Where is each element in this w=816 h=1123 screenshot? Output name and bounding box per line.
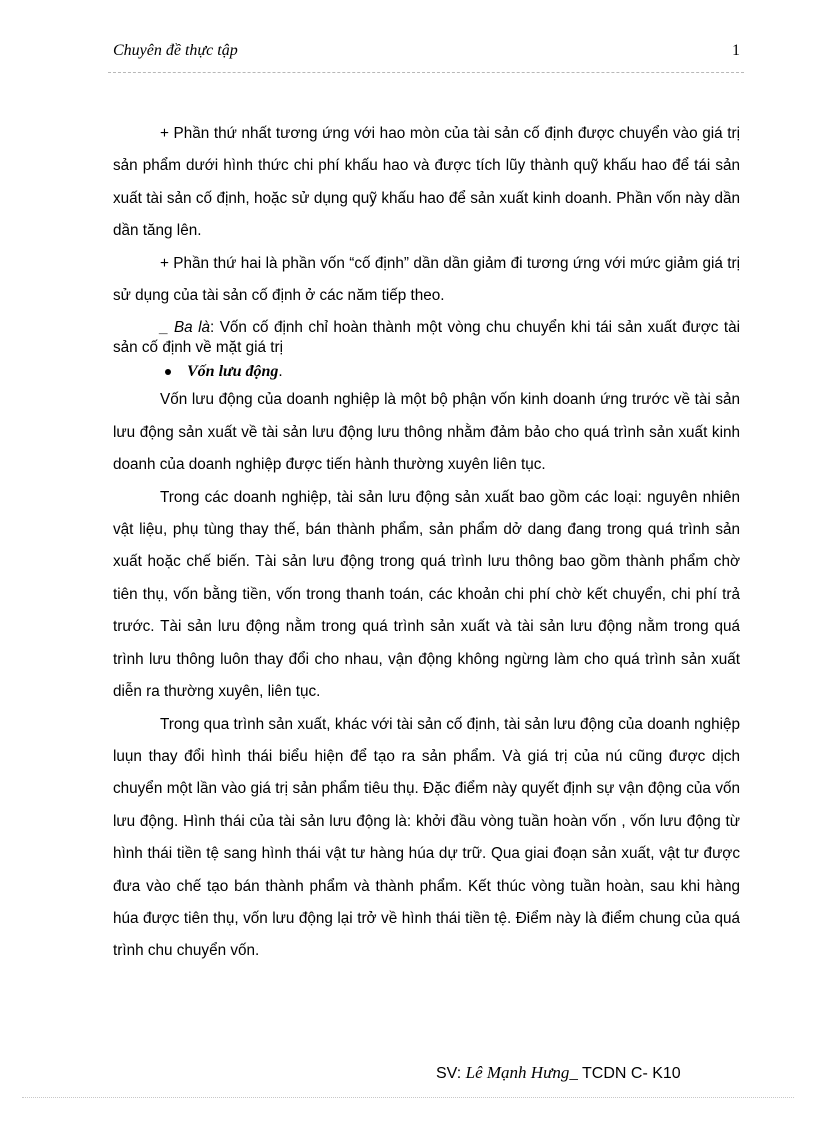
page-number: 1	[732, 42, 740, 59]
bullet-icon	[165, 369, 171, 375]
document-title: Chuyên đề thực tập	[113, 42, 238, 59]
footer-divider	[22, 1097, 794, 1098]
paragraph-part-one: + Phần thứ nhất tương ứng với hao mòn của tài sản cố định được chuyển vào giá trị sản phẩm dưới hình thức chi phí khấu hao và được tích lũy thành quỹ khấu hao để tái sản xuất tài sản cố định, hoặc sử dụng quỹ khấu hao để sản xuất kinh doanh. Phần vốn này dần dần tăng lên.	[113, 125, 740, 240]
paragraph-part-two: + Phần thứ hai là phần vốn “cố định” dần dần giảm đi tương ứng với mức giảm giá trị sử dụng của tài sản cố định ở các năm tiếp theo.	[113, 254, 740, 305]
page-footer	[436, 1063, 681, 1083]
footer-prefix: SV:	[436, 1065, 466, 1082]
paragraph-cycle: Trong qua trình sản xuất, khác với tài sản cố định, tài sản lưu động của doanh nghiệp luụn thay đổi hình thái biểu hiện để tạo ra sản phẩm. Và giá trị của nú cũng được dịch chuyển một lần vào giá trị sản phẩm tiêu thụ. Đặc điểm này quyết định sự vận động của vốn lưu động. Hình thái của tài sản lưu động là: khởi đầu vòng tuần hoàn vốn , vốn lưu động từ hình thái tiền tệ sang hình thái vật tư hàng húa dự trữ. Qua giai đoạn sản xuất, vật tư được đưa vào chế tạo bán thành phẩm và thành phẩm. Kết thúc vòng tuần hoàn, sau khi hàng húa được tiên thụ, vốn lưu động lại trở về hình thái tiền tệ. Điểm này là điểm chung của quá trình chu chuyển vốn.	[113, 715, 740, 960]
footer-suffix: TCDN C- K10	[577, 1065, 681, 1082]
footer-author: Lê Mạnh Hưng_	[465, 1063, 578, 1082]
paragraph-components: Trong các doanh nghiệp, tài sản lưu động sản xuất bao gồm các loại: nguyên nhiên vật liệu, phụ tùng thay thế, bán thành phẩm, sản phẩm dở dang đang trong quá trình sản xuất hoặc chế biến. Tài sản lưu động trong quá trình lưu thông bao gồm thành phẩm chờ tiên thụ, vốn bằng tiền, vốn trong thanh toán, các khoản chi phí chờ kết chuyển, chi phí trả trước. Tài sản lưu động nằm trong quá trình sản xuất và tài sản lưu động nằm trong quá trình lưu thông luôn thay đổi cho nhau, vận động không ngừng làm cho quá trình sản xuất diễn ra thường xuyên, liên tục.	[113, 488, 740, 701]
paragraph-ba-la	[113, 318, 740, 358]
paragraph-definition: Vốn lưu động của doanh nghiệp là một bộ phận vốn kinh doanh ứng trước về tài sản lưu động sản xuất về tài sản lưu động lưu thông nhằm đảm bảo cho quá trình sản xuất kinh doanh của doanh nghiệp được tiến hành thường xuyên liên tục.	[113, 391, 740, 474]
bullet-heading-text: Vốn lưu động	[187, 363, 279, 381]
bullet-heading	[113, 360, 740, 384]
ba-la-label: _ Ba là	[160, 319, 211, 337]
document-body	[113, 118, 740, 968]
ba-la-text: : Vốn cố định chỉ hoàn thành một vòng chu chuyển khi tái sản xuất được tài sản cố định về mặt giá trị	[113, 319, 741, 357]
bullet-heading-suffix: .	[278, 363, 283, 381]
header-divider	[108, 72, 744, 73]
